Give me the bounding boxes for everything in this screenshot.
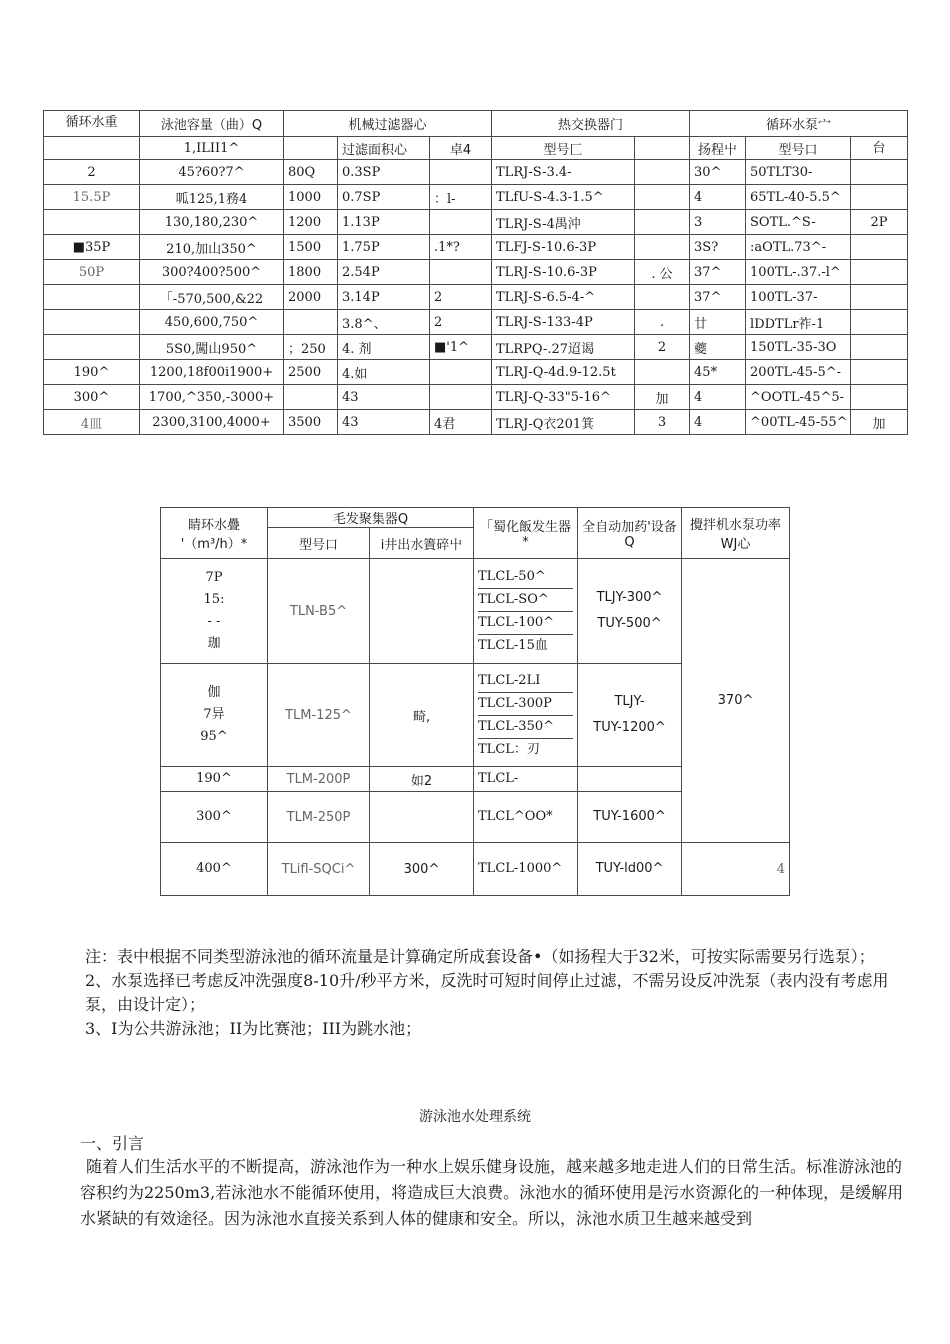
table-cell — [430, 210, 492, 235]
table-cell: 210,加山350^ — [140, 235, 284, 260]
generator-item: TLCL-100^ — [478, 612, 573, 635]
table-row — [44, 310, 908, 335]
table-cell — [635, 210, 690, 235]
doser-item: TLJY-300^ — [596, 590, 663, 605]
doser-cell — [578, 559, 682, 664]
table-cell — [430, 385, 492, 410]
table-cell: ：l- — [430, 185, 492, 210]
table-cell: . — [635, 310, 690, 335]
table-cell — [851, 360, 908, 385]
table-row — [44, 235, 908, 260]
table-cell: 450,600,750^ — [140, 310, 284, 335]
table-row — [44, 335, 908, 360]
equipment-table-1 — [43, 110, 908, 435]
table-cell: 45* — [690, 360, 746, 385]
table-cell — [635, 185, 690, 210]
table-cell: ；250 — [284, 335, 338, 360]
table-cell — [851, 310, 908, 335]
flow-line: 7P — [205, 570, 223, 585]
table-cell: 1200,18f00i1900+ — [140, 360, 284, 385]
table-cell: 300?400?500^ — [140, 260, 284, 285]
last-col-cell: 4 — [682, 843, 790, 896]
table-cell — [44, 285, 140, 310]
table-cell: TLRJ-Q-33"5-16^ — [492, 385, 635, 410]
collector-model-cell: TLN-B5^ — [268, 559, 370, 664]
table-cell: 廿 — [690, 310, 746, 335]
collector-spec-cell: 畸, — [370, 664, 474, 767]
t2-header-chlorine: 「蜀化飯发生器* — [474, 508, 578, 559]
intro-heading: 一、引言 — [80, 1134, 145, 1153]
doser-cell — [578, 792, 682, 843]
table-cell: 200TL-45-5^- — [746, 360, 851, 385]
flow-cell — [161, 559, 268, 664]
generator-item: TLCL^OO* — [478, 809, 553, 824]
table-cell: 0.3SP — [338, 160, 430, 185]
collector-spec-cell: 如2 — [370, 767, 474, 792]
generator-cell — [474, 767, 578, 792]
table-cell: SOTL.^S- — [746, 210, 851, 235]
header-volume: 泳池容量（曲）Q — [140, 111, 284, 137]
table-cell: 5S0,闖山950^ — [140, 335, 284, 360]
table-cell: ■35P — [44, 235, 140, 260]
table-cell: 3 — [635, 410, 690, 435]
header-flow: 循环水重 — [44, 111, 140, 137]
table-cell: TLfU-S-4.3-1.5^ — [492, 185, 635, 210]
table-row — [44, 185, 908, 210]
t2-header-collector-model: 型号口 — [268, 528, 370, 559]
flow-line: 190^ — [196, 771, 232, 786]
table-cell: 190^ — [44, 360, 140, 385]
header-heat-group: 热交换器门 — [492, 111, 690, 137]
generator-item: TLCL-350^ — [478, 716, 573, 739]
table-cell — [635, 160, 690, 185]
table-cell: TLRJ-Q衣201箕 — [492, 410, 635, 435]
table-cell: ^00TL-45-55^ — [746, 410, 851, 435]
collector-model-cell: TLifl-SQCi^ — [268, 843, 370, 896]
table-row — [44, 285, 908, 310]
table-row — [44, 160, 908, 185]
table-cell: 15.5P — [44, 185, 140, 210]
table-cell: 4.如 — [338, 360, 430, 385]
table-cell — [44, 310, 140, 335]
table-cell: 1200 — [284, 210, 338, 235]
collector-model-cell: TLM-125^ — [268, 664, 370, 767]
header-filter-area: 过滤面积心 — [338, 137, 430, 160]
table-row — [161, 559, 790, 664]
table-cell: 1500 — [284, 235, 338, 260]
table-cell — [430, 260, 492, 285]
equipment-table-2 — [160, 507, 790, 896]
table-cell: 夔 — [690, 335, 746, 360]
table-cell: 1700,^350,-3000+ — [140, 385, 284, 410]
collector-model-cell: TLM-250P — [268, 792, 370, 843]
header-filter-group: 机械过滤器心 — [284, 111, 492, 137]
table-cell: TLRJ-S-3.4- — [492, 160, 635, 185]
generator-item: TLCL-SO^ — [478, 589, 573, 612]
table-cell: TLRJ-S-4禺沖 — [492, 210, 635, 235]
table-cell: 100TL-37- — [746, 285, 851, 310]
header-pump-head: 扬程屮 — [690, 137, 746, 160]
t2-header-doser: 全自动加药'设备Q — [578, 508, 682, 559]
generator-item: TLCL-300P — [478, 693, 573, 716]
table-cell: 100TL-.37.-l^ — [746, 260, 851, 285]
table-cell: 3.8^、 — [338, 310, 430, 335]
table-row — [44, 260, 908, 285]
flow-line: 15: — [203, 592, 225, 607]
table-cell: 2 — [430, 310, 492, 335]
table-cell: 3500 — [284, 410, 338, 435]
flow-line: 珈 — [207, 636, 221, 651]
table-cell: 4皿 — [44, 410, 140, 435]
table-cell: 2 — [44, 160, 140, 185]
mixer-cell: 370^ — [682, 559, 790, 843]
table-row — [44, 385, 908, 410]
flow-line: 400^ — [196, 861, 232, 876]
table-cell: TLRJ-S-10.6-3P — [492, 260, 635, 285]
flow-line: 300^ — [196, 809, 232, 824]
flow-cell — [161, 767, 268, 792]
table-cell: TLRJ-S-133-4P — [492, 310, 635, 335]
table-cell: :aOTL.73^- — [746, 235, 851, 260]
table-row — [161, 843, 790, 896]
header-volume-sub: 1,ILII1^ — [140, 137, 284, 160]
table-cell — [851, 235, 908, 260]
table-cell: ^OOTL-45^5- — [746, 385, 851, 410]
intro-paragraph: 随着人们生活水平的不断提高，游泳池作为一种水上娱乐健身设施，越来越多地走进人们的日常生活。标准游泳池的容积约为2250m3,若泳池水不能循环使用，将造成巨大浪费。泳池水的循环使用是污水资源化的一种体现，是缓解用水紧缺的有效途径。因为泳池水直接关系到人体的健康和安全。所以，泳池水质卫生越来越受到 — [80, 1157, 904, 1228]
table-cell: 1800 — [284, 260, 338, 285]
table-cell: 1000 — [284, 185, 338, 210]
table-cell: 1.13P — [338, 210, 430, 235]
table-cell: 50P — [44, 260, 140, 285]
table-cell: 0.7SP — [338, 185, 430, 210]
t2-header-collector-spec: i井出水簀碎屮 — [370, 528, 474, 559]
table-cell: 3 — [690, 210, 746, 235]
table-cell: 加 — [635, 385, 690, 410]
generator-item: TLCL：刃 — [478, 741, 540, 757]
table-cell — [635, 360, 690, 385]
doser-item: TUY-1600^ — [593, 809, 666, 824]
generator-item: TLCL- — [478, 771, 519, 786]
table-cell: . 公 — [635, 260, 690, 285]
table-cell: .1*? — [430, 235, 492, 260]
table-cell: 2 — [430, 285, 492, 310]
table-cell: 300^ — [44, 385, 140, 410]
generator-cell — [474, 559, 578, 664]
note-2: 2、水泵选择已考虑反冲洗强度8-10升/秒平方米，反洗时可短时间停止过滤，不需另设反冲洗泵（表内没有考虑用泵，由设计定）； — [85, 971, 889, 1014]
flow-cell — [161, 664, 268, 767]
doser-cell — [578, 767, 682, 792]
t2-header-mixer: 攪拌机水泵功率WJ心 — [682, 508, 790, 559]
collector-spec-cell: 300^ — [370, 843, 474, 896]
table-row — [44, 410, 908, 435]
generator-item: TLCL-15血 — [478, 637, 548, 653]
flow-line: 7异 — [203, 707, 225, 722]
table-cell: 37^ — [690, 260, 746, 285]
doser-item: TUY-500^ — [597, 616, 662, 631]
table-cell — [284, 310, 338, 335]
note-1: 注：表中根据不同类型游泳池的循环流量是计算确定所成套设备•（如扬程大于32米，可按实际需要另行选泵）； — [85, 947, 875, 966]
header-pump-group: 循环水泵宀 — [690, 111, 908, 137]
table-cell: 2300,3100,4000+ — [140, 410, 284, 435]
generator-cell — [474, 792, 578, 843]
table-cell: 80Q — [284, 160, 338, 185]
table-cell — [851, 335, 908, 360]
table-cell: 「-570,500,&22 — [140, 285, 284, 310]
table-cell: 4. 剂 — [338, 335, 430, 360]
table-cell — [430, 360, 492, 385]
table-cell: 呱125,1務4 — [140, 185, 284, 210]
table-cell: 3S? — [690, 235, 746, 260]
flow-line: 伽 — [207, 685, 221, 700]
table-row — [44, 360, 908, 385]
section-title: 游泳池水处理系统 — [419, 1109, 531, 1125]
generator-cell — [474, 664, 578, 767]
table-cell — [851, 185, 908, 210]
table-cell — [284, 385, 338, 410]
table-cell: 30^ — [690, 160, 746, 185]
table-cell — [635, 235, 690, 260]
generator-cell — [474, 843, 578, 896]
table-cell — [851, 260, 908, 285]
doser-cell — [578, 664, 682, 767]
table-row — [44, 210, 908, 235]
table-cell — [851, 160, 908, 185]
generator-item: TLCL-1000^ — [478, 861, 563, 876]
collector-spec-cell — [370, 792, 474, 843]
table-cell: 1.75P — [338, 235, 430, 260]
doser-cell — [578, 843, 682, 896]
table-cell — [851, 285, 908, 310]
table-cell: ■'1^ — [430, 335, 492, 360]
notes — [85, 945, 915, 1041]
table-cell: TLRPQ-.27迢谒 — [492, 335, 635, 360]
table-cell: 4 — [690, 385, 746, 410]
doser-item: TUY-1200^ — [593, 720, 666, 735]
flow-line: - - — [207, 614, 221, 629]
generator-item: TLCL-2LI — [478, 670, 573, 693]
note-3: 3、I为公共游泳池；II为比赛池；III为跳水池； — [85, 1019, 422, 1038]
table-cell: 2000 — [284, 285, 338, 310]
table-cell: 4 — [690, 185, 746, 210]
table-cell: TLFJ-S-10.6-3P — [492, 235, 635, 260]
table-cell: 2.54P — [338, 260, 430, 285]
table-cell: 4 — [690, 410, 746, 435]
table-cell: 2500 — [284, 360, 338, 385]
doser-item: TLJY- — [614, 694, 645, 709]
generator-item: TLCL-50^ — [478, 566, 573, 589]
table-cell — [635, 285, 690, 310]
table-cell: 45?60?7^ — [140, 160, 284, 185]
table-cell: 65TL-40-5.5^ — [746, 185, 851, 210]
table-cell: 加 — [851, 410, 908, 435]
table-cell: 2 — [635, 335, 690, 360]
t2-header-flow: 睛环水疊 '（m³/h）* — [161, 508, 268, 559]
doser-item: TUY-ld00^ — [595, 861, 664, 876]
table-cell — [44, 335, 140, 360]
table-cell: TLRJ-Q-4d.9-12.5t — [492, 360, 635, 385]
header-filter-count: 卓4 — [430, 137, 492, 160]
table-cell: 43 — [338, 410, 430, 435]
collector-spec-cell — [370, 559, 474, 664]
table-cell: 43 — [338, 385, 430, 410]
flow-cell — [161, 843, 268, 896]
flow-cell — [161, 792, 268, 843]
flow-line: 95^ — [200, 729, 228, 744]
table-cell — [851, 385, 908, 410]
table-cell: 130,180,230^ — [140, 210, 284, 235]
table-cell: 150TL-35-3O — [746, 335, 851, 360]
table-cell: TLRJ-S-6.5-4-^ — [492, 285, 635, 310]
table-cell: 2P — [851, 210, 908, 235]
table-cell: 50TLT30- — [746, 160, 851, 185]
table-cell: 3.14P — [338, 285, 430, 310]
header-pump-model: 型号口 — [746, 137, 851, 160]
t2-header-collector-group: 毛发聚集器Q — [268, 508, 474, 528]
table-cell — [44, 210, 140, 235]
table-cell: 4君 — [430, 410, 492, 435]
table-cell: lDDTLr祚-1 — [746, 310, 851, 335]
collector-model-cell: TLM-200P — [268, 767, 370, 792]
table-cell — [430, 160, 492, 185]
header-pump-qty: 台 — [851, 137, 908, 160]
header-heat-model: 型号匚 — [492, 137, 635, 160]
table-cell: 37^ — [690, 285, 746, 310]
